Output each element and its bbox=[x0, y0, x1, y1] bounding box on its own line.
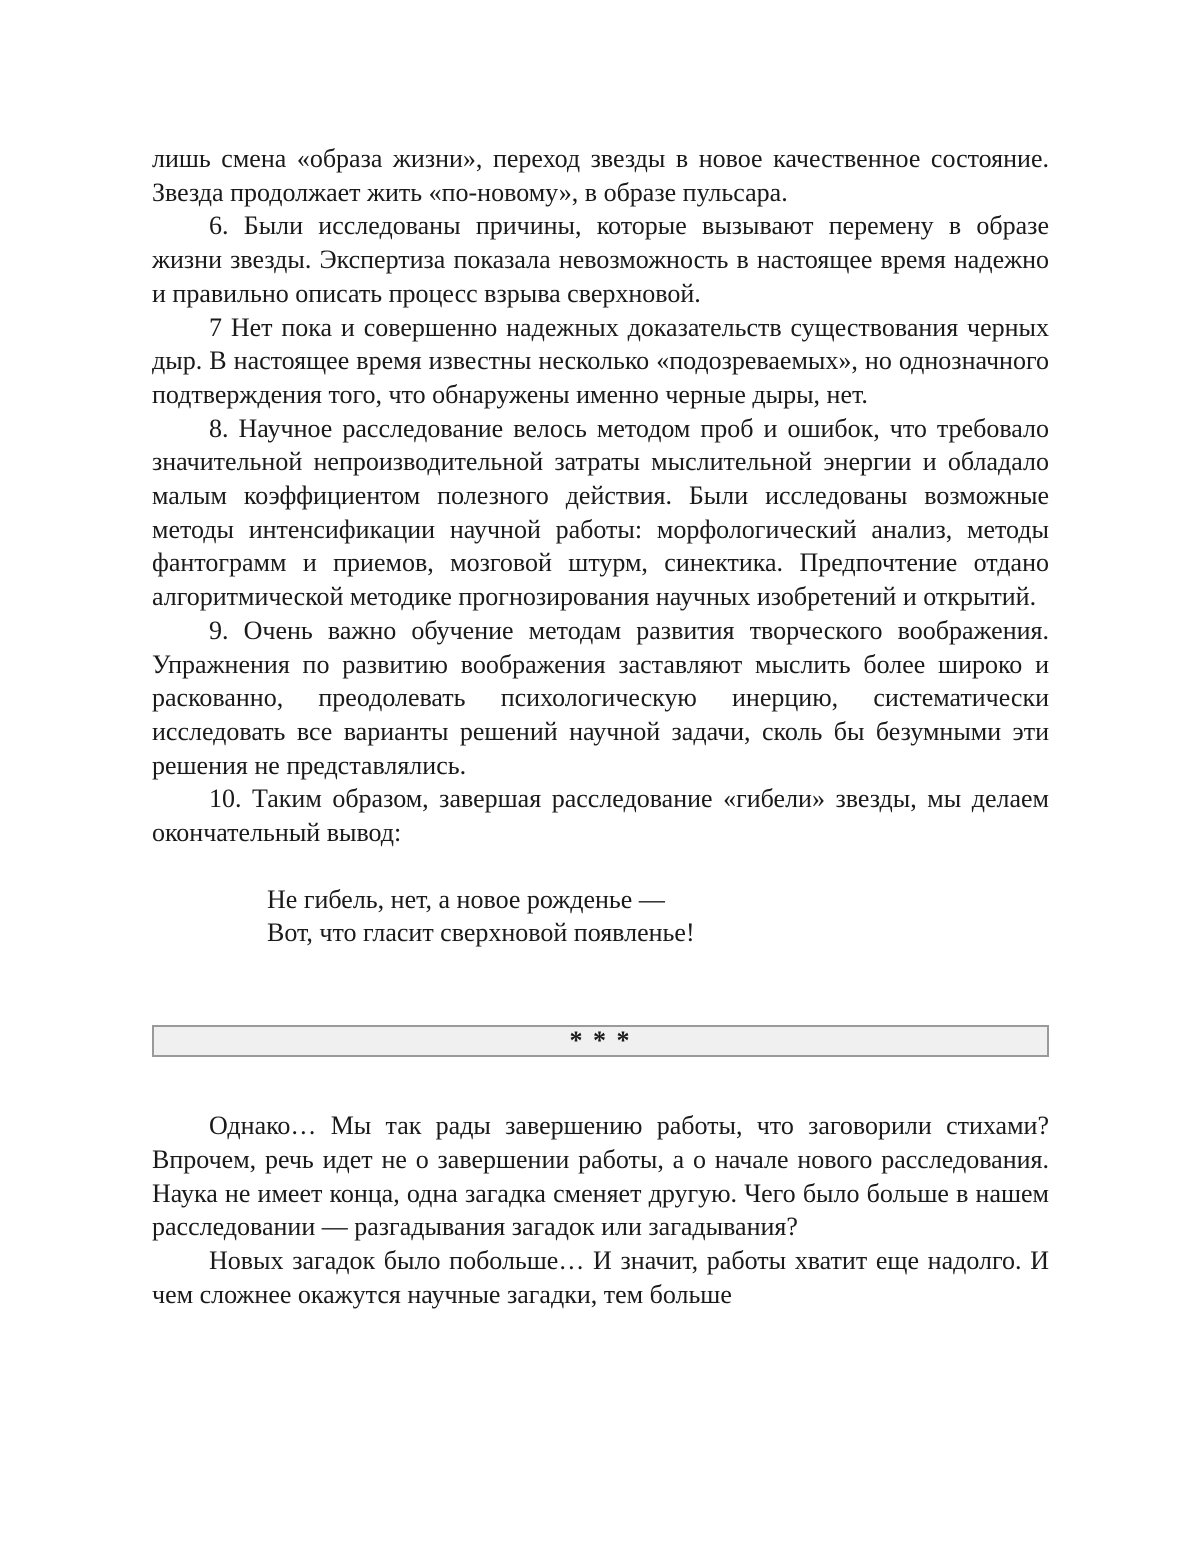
paragraph-closing-1: Однако… Мы так рады завершению работы, что заговорили стихами? Впрочем, речь идет не о завершении работы, а о начале нового расследования. Наука не имеет конца, одна загадка сменяет другую. Чего было больше в нашем расследовании — разгадывания загадок или загадывания? bbox=[152, 1111, 1049, 1242]
paragraph-item-10: 10. Таким образом, завершая расследование «гибели» звезды, мы делаем окончательный вывод: bbox=[152, 784, 1049, 848]
poem-block bbox=[267, 883, 1049, 950]
poem-line-1: Не гибель, нет, а новое рожденье — bbox=[267, 884, 665, 914]
closing-section bbox=[152, 1109, 1049, 1311]
paragraph-item-8: 8. Научное расследование велось методом проб и ошибок, что требовало значительной непроизводительной затраты мыслительной энергии и обладало малым коэффициентом полезного действия. Были исследованы возможные методы интенсификации научной работы: морфологический анализ, методы фантограмм и приемов, мозговой штурм, синектика. Предпочтение отдано алгоритмической методике прогнозирования научных изобретений и открытий. bbox=[152, 413, 1049, 612]
paragraph-continuation: лишь смена «образа жизни», переход звезды в новое качественное состояние. Звезда продолжает жить «по-новому», в образе пульсара. bbox=[152, 144, 1049, 207]
paragraph-item-7: 7 Нет пока и совершенно надежных доказательств существования черных дыр. В настоящее время известны несколько «подозреваемых», но однозначного подтверждения того, что обнаружены именно черные дыры, нет. bbox=[152, 312, 1049, 409]
section-separator: * * * bbox=[152, 1025, 1049, 1057]
paragraph-closing-2: Новых загадок было побольше… И значит, работы хватит еще надолго. И чем сложнее окажутся научные загадки, тем больше bbox=[152, 1245, 1049, 1309]
document-page bbox=[152, 142, 1049, 1311]
poem-line-2: Вот, что гласит сверхновой появленье! bbox=[267, 918, 695, 948]
paragraph-item-9: 9. Очень важно обучение методам развития творческого воображения. Упражнения по развитию воображения заставляют мыслить более широко и раскованно, преодолевать психологическую инерцию, систематически исследовать все варианты решений научной задачи, сколь бы безумными эти решения не представлялись. bbox=[152, 615, 1049, 780]
paragraph-item-6: 6. Были исследованы причины, которые вызывают перемену в образе жизни звезды. Экспертиза показала невозможность в настоящее время надежно и правильно описать процесс взрыва сверхновой. bbox=[152, 211, 1049, 308]
